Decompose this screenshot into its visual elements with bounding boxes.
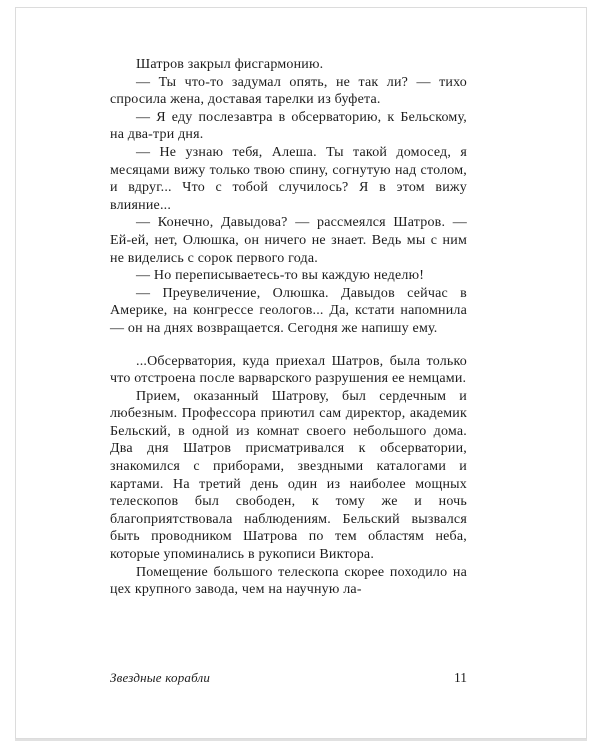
paragraph: — Ты что-то задумал опять, не так ли? — тихо спросила жена, доставая тарелки из буфета. — [110, 74, 467, 108]
paragraph: — Преувеличение, Олюшка. Давыдов сейчас в Америке, на конгрессе геологов... Да, кстати напомнила — он на днях возвращается. Сегодня же напишу ему. — [110, 285, 467, 336]
paragraph: — Конечно, Давыдова? — рассмеялся Шатров. — Ей-ей, нет, Олюшка, он ничего не знает. Ведь мы с ним не виделись с сорок первого года. — [110, 215, 467, 266]
running-title: Звездные корабли — [110, 670, 211, 685]
paragraph: — Но переписываетесь-то вы каждую неделю! — [136, 268, 425, 284]
page-bottom-edge — [15, 739, 587, 741]
paragraph: ...Обсерватория, куда приехал Шатров, была только что отстроена после варварского разрушения ее немцами. — [110, 353, 467, 387]
page-footer — [110, 670, 467, 686]
dialogue-section — [110, 56, 467, 338]
paragraph: Прием, оказанный Шатрову, был сердечным и любезным. Профессора приютил сам директор, академик Бельский, в одной из комнат своего небольшого дома. Два дня Шатров присматривался к обсерватории, знакомился с приборами, звездными каталогами и картами. На третий день один из наиболее мощных телескопов был свободен, к тому же и ночь благоприятствовала наблюдениям. Бельский вызвался быть проводником Шатрова по тем областям неба, которые упоминались в рукописи Виктора. — [110, 388, 467, 563]
paragraph: Помещение большого телескопа скорее походило на цех крупного завода, чем на научную ла- — [110, 564, 467, 598]
narrative-section — [110, 353, 467, 599]
text-block — [110, 56, 467, 599]
paragraph: — Не узнаю тебя, Алеша. Ты такой домосед, я месяцами вижу только твою спину, согнутую над столом, и вдруг... Что с тобой случилось? Я в этом вижу влияние... — [110, 144, 467, 213]
paragraph: Шатров закрыл фисгармонию. — [136, 57, 324, 72]
page-number: 11 — [454, 670, 467, 685]
paragraph: — Я еду послезавтра в обсерваторию, к Бельскому, на два-три дня. — [110, 109, 467, 143]
